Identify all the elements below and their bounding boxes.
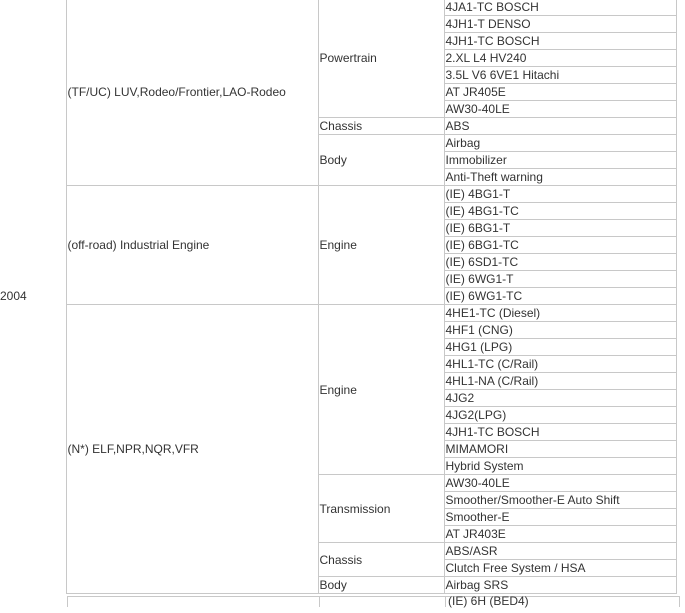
item-cell: 2.XL L4 HV240 <box>444 50 676 67</box>
item-cell: 4JG2 <box>444 390 676 407</box>
item-cell: (IE) 6SD1-TC <box>444 254 676 271</box>
item-cell: (IE) 6WG1-TC <box>444 288 676 305</box>
item-cell: Smoother/Smoother-E Auto Shift <box>444 492 676 509</box>
item-cell: AT JR405E <box>444 84 676 101</box>
system-cell: Powertrain <box>318 0 444 118</box>
item-cell: Airbag SRS <box>444 577 676 594</box>
item-cell: 4JH1-T DENSO <box>444 16 676 33</box>
item-cell: 4HG1 (LPG) <box>444 339 676 356</box>
item-cell: Airbag <box>444 135 676 152</box>
model-group-cell: (off-road) Industrial Engine <box>66 186 318 305</box>
item-cell: (IE) 6BG1-T <box>444 220 676 237</box>
item-cell: (IE) 6BG1-TC <box>444 237 676 254</box>
item-cell: ABS/ASR <box>444 543 676 560</box>
item-cell: 4HL1-TC (C/Rail) <box>444 356 676 373</box>
table-row <box>0 186 676 203</box>
item-cell: Anti-Theft warning <box>444 169 676 186</box>
system-cell <box>319 596 445 607</box>
item-cell: ABS <box>444 118 676 135</box>
table-row <box>0 0 676 16</box>
item-cell: Hybrid System <box>444 458 676 475</box>
model-group-cell: (N*) ELF,NPR,NQR,VFR <box>66 305 318 594</box>
system-cell: Engine <box>318 186 444 305</box>
item-cell: MIMAMORI <box>444 441 676 458</box>
item-cell: 4JA1-TC BOSCH <box>444 0 676 16</box>
item-cell: 4JH1-TC BOSCH <box>444 424 676 441</box>
year-cell: 2004 <box>0 289 27 303</box>
system-cell: Engine <box>318 305 444 475</box>
item-cell: 4JG2(LPG) <box>444 407 676 424</box>
item-cell: AT JR403E <box>444 526 676 543</box>
item-cell: 4HE1-TC (Diesel) <box>444 305 676 322</box>
item-cell: (IE) 6WG1-T <box>444 271 676 288</box>
model-group-cell <box>67 596 319 607</box>
item-cell <box>445 596 680 607</box>
item-cell: 4JH1-TC BOSCH <box>444 33 676 50</box>
item-cell-text: (IE) 6H (BED4) <box>448 594 529 608</box>
model-group-cell: (TF/UC) LUV,Rodeo/Frontier,LAO-Rodeo <box>66 0 318 186</box>
system-cell: Chassis <box>318 543 444 577</box>
system-cell: Body <box>318 135 444 186</box>
item-cell: 4HF1 (CNG) <box>444 322 676 339</box>
partial-next-row <box>67 596 679 606</box>
item-cell: AW30-40LE <box>444 101 676 118</box>
item-cell: Clutch Free System / HSA <box>444 560 676 577</box>
system-cell: Transmission <box>318 475 444 543</box>
system-cell: Chassis <box>318 118 444 135</box>
item-cell: 3.5L V6 6VE1 Hitachi <box>444 67 676 84</box>
item-cell: (IE) 4BG1-TC <box>444 203 676 220</box>
item-cell: Smoother-E <box>444 509 676 526</box>
item-cell: (IE) 4BG1-T <box>444 186 676 203</box>
item-cell: Immobilizer <box>444 152 676 169</box>
item-cell: 4HL1-NA (C/Rail) <box>444 373 676 390</box>
item-cell: AW30-40LE <box>444 475 676 492</box>
table-row <box>0 305 676 322</box>
system-cell: Body <box>318 577 444 594</box>
